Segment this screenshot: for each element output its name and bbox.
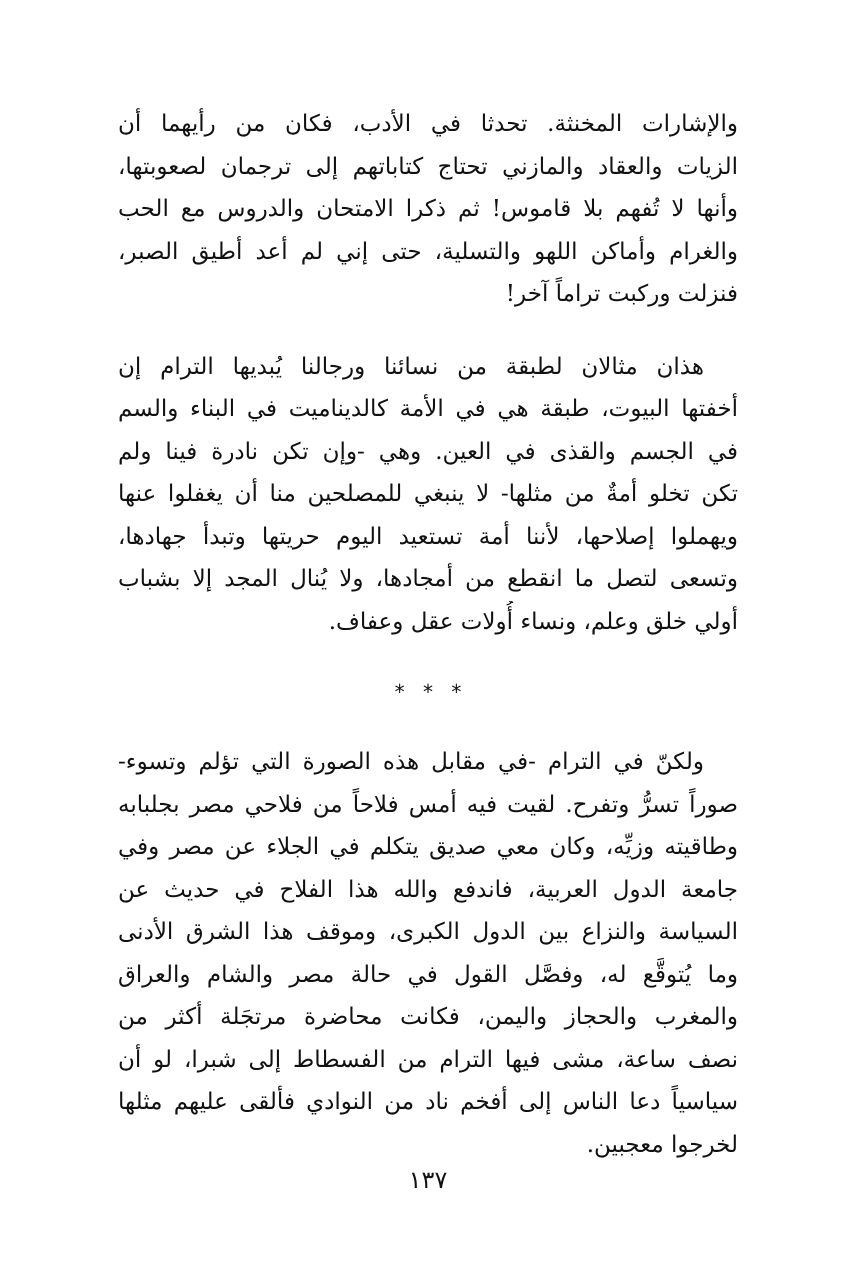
text-line: ويهملوا إصلاحها، لأننا أمة تستعيد اليوم حريتها وتبدأ جهادها، (118, 523, 738, 550)
text-line: وأنها لا تُفهم بلا قاموس! ثم ذكرا الامتحان والدروس مع الحب (118, 196, 738, 222)
text-line: الزيات والعقاد والمازني تحتاج كتاباتهم إلى ترجمان لصعوبتها، (118, 153, 738, 180)
text-line: سياسياً دعا الناس إلى أفخم ناد من النوادي فألقى عليهم مثلها (118, 1089, 738, 1115)
text-line: وما يُتوقَّع له، وفصَّل القول في حالة مصر والشام والعراق (118, 961, 738, 988)
text-line: تكن تخلو أمةٌ من مثلها- لا ينبغي للمصلحين منا أن يغفلوا عنها (118, 481, 738, 507)
text-line: والغرام وأماكن اللهو والتسلية، حتى إني لم أعد أطيق الصبر، (118, 238, 738, 265)
page-body (118, 103, 738, 1166)
text-line: أخفتها البيوت، طبقة هي في الأمة كالديناميت في البناء والسم (118, 396, 738, 422)
text-line: السياسة والنزاع بين الدول الكبرى، وموقف هذا الشرق الأدنى (118, 919, 738, 945)
text-line: فنزلت وركبت تراماً آخر! (505, 281, 738, 307)
text-line: ولكنّ في الترام -في مقابل هذه الصورة التي تؤلم وتسوء- (118, 749, 704, 775)
section-separator: * * * (394, 680, 462, 704)
text-line: والإشارات المخنثة. تحدثا في الأدب، فكان من رأيهما أن (118, 111, 738, 137)
page-number: ١٣٧ (408, 1166, 448, 1194)
text-line: صوراً تسرُّ وتفرح. لقيت فيه أمس فلاحاً من فلاحي مصر بجلبابه (118, 791, 738, 818)
text-line: والمغرب والحجاز واليمن، فكانت محاضرة مرتجَلة أكثر من (118, 1004, 738, 1030)
paragraph-3 (118, 741, 738, 1166)
text-line: لخرجوا معجبين. (586, 1131, 738, 1158)
text-line: وتسعى لتصل ما انقطع من أمجادها، ولا يُنال المجد إلا بشباب (118, 566, 738, 592)
paragraph-2 (118, 346, 738, 644)
text-line: جامعة الدول العربية، فاندفع والله هذا الفلاح في حديث عن (118, 876, 738, 903)
paragraph-1 (118, 103, 738, 316)
text-line: هذان مثالان لطبقة من نسائنا ورجالنا يُبديها الترام إن (118, 353, 704, 380)
paragraph-gap (118, 643, 738, 673)
paragraph-gap (118, 316, 738, 346)
text-line: نصف ساعة، مشى فيها الترام من الفسطاط إلى شبرا، لو أن (118, 1046, 738, 1073)
text-line: وطاقيته وزيِّه، وكان معي صديق يتكلم في الجلاء عن مصر وفي (118, 834, 738, 860)
text-line: أولي خلق وعلم، ونساء أُولات عقل وعفاف. (328, 608, 738, 635)
text-line: في الجسم والقذى في العين. وهي -وإن تكن نادرة فينا ولم (118, 438, 738, 465)
